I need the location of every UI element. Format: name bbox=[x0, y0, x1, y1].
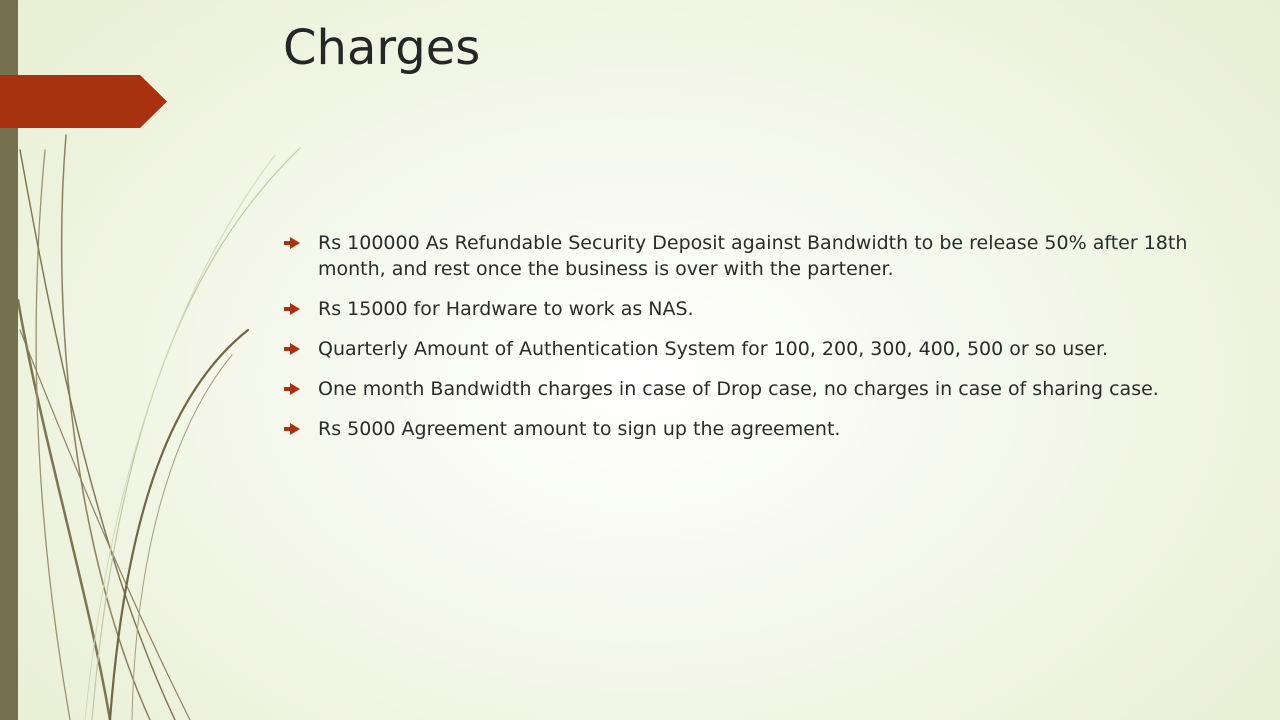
bullet-item bbox=[284, 230, 1219, 282]
bullet-list bbox=[284, 230, 1219, 442]
bullet-text: Rs 100000 As Refundable Security Deposit against Bandwidth to be release 50% after 18th month, and rest once the business is over with the partener. bbox=[318, 232, 1188, 280]
bullet-text: One month Bandwidth charges in case of Drop case, no charges in case of sharing case. bbox=[318, 378, 1159, 400]
bullet-item bbox=[284, 336, 1219, 362]
arrow-right-icon bbox=[284, 237, 300, 249]
accent-tab bbox=[0, 75, 167, 128]
arrow-right-icon bbox=[284, 343, 300, 355]
bullet-text: Quarterly Amount of Authentication System for 100, 200, 300, 400, 500 or so user. bbox=[318, 338, 1109, 360]
bullet-item bbox=[284, 376, 1219, 402]
bullet-text: Rs 15000 for Hardware to work as NAS. bbox=[318, 298, 694, 320]
arrow-right-icon bbox=[284, 303, 300, 315]
slide-title: Charges bbox=[283, 20, 481, 76]
bullet-item bbox=[284, 416, 1219, 442]
arrow-right-icon bbox=[284, 383, 300, 395]
bullet-item bbox=[284, 296, 1219, 322]
arrow-right-icon bbox=[284, 423, 300, 435]
slide-content bbox=[284, 230, 1219, 456]
bullet-text: Rs 5000 Agreement amount to sign up the agreement. bbox=[318, 418, 841, 440]
